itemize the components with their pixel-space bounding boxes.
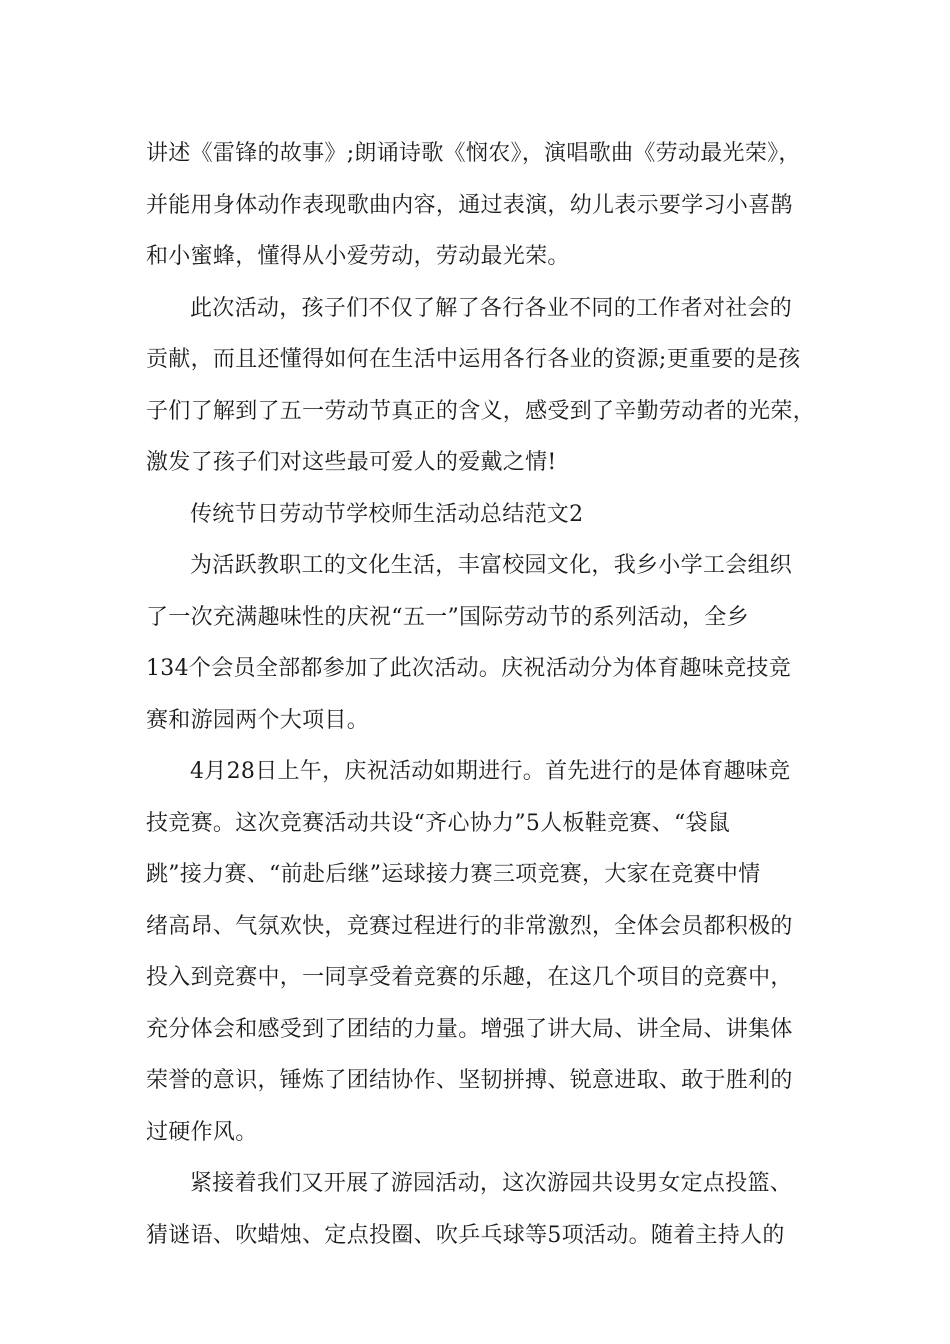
text-line: 和小蜜蜂，懂得从小爱劳动，劳动最光荣。 — [146, 244, 570, 269]
text-line: 赛和游园两个大项目。 — [146, 707, 370, 733]
paragraph — [146, 128, 810, 283]
text-line: 4月28日上午，庆祝活动如期进行。首先进行的是体育趣味竞 — [190, 759, 791, 784]
text-line: 134个会员全部都参加了此次活动。庆祝活动分为体育趣味竞技竞 — [146, 656, 791, 681]
document-body — [146, 128, 816, 1261]
text-line: 传统节日劳动节学校师生活动总结范文2 — [190, 501, 584, 527]
text-line: 子们了解到了五一劳动节真正的含义，感受到了辛勤劳动者的光荣， — [146, 398, 816, 424]
paragraph — [146, 1158, 810, 1261]
text-line: 了一次充满趣味性的庆祝“五一”国际劳动节的系列活动，全乡 — [146, 604, 749, 630]
text-line: 为活跃教职工的文化生活，丰富校园文化，我乡小学工会组织 — [190, 553, 793, 578]
text-line: 并能用身体动作表现歌曲内容，通过表演，幼儿表示要学习小喜鹊 — [146, 192, 793, 218]
text-line: 跳”接力赛、“前赴后继”运球接力赛三项竞赛，大家在竞赛中情 — [146, 862, 761, 887]
paragraph — [146, 489, 810, 541]
paragraph — [146, 746, 810, 1158]
text-line: 猜谜语、吹蜡烛、定点投圈、吹乒乓球等5项活动。随着主持人的 — [146, 1222, 785, 1248]
text-line: 技竞赛。这次竞赛活动共设“齐心协力”5人板鞋竞赛、“袋鼠 — [146, 810, 731, 836]
text-line: 投入到竞赛中，一同享受着竞赛的乐趣，在这几个项目的竞赛中， — [146, 965, 793, 990]
text-line: 荣誉的意识，锤炼了团结协作、坚韧拼搏、锐意进取、敢于胜利的 — [146, 1068, 793, 1093]
paragraph — [146, 540, 810, 746]
text-line: 此次活动，孩子们不仅了解了各行各业不同的工作者对社会的 — [190, 295, 793, 321]
text-line: 绪高昂、气氛欢快，竞赛过程进行的非常激烈，全体会员都积极的 — [146, 913, 793, 939]
text-line: 过硬作风。 — [146, 1119, 258, 1145]
text-line: 贡献，而且还懂得如何在生活中运用各行各业的资源;更重要的是孩 — [146, 347, 801, 372]
text-line: 激发了孩子们对这些最可爱人的爱戴之情! — [146, 450, 557, 475]
text-line: 紧接着我们又开展了游园活动，这次游园共设男女定点投篮、 — [190, 1171, 793, 1196]
text-line: 充分体会和感受到了团结的力量。增强了讲大局、讲全局、讲集体 — [146, 1016, 793, 1042]
paragraph — [146, 283, 816, 489]
text-line: 讲述《雷锋的故事》;朗诵诗歌《悯农》，演唱歌曲《劳动最光荣》， — [146, 141, 801, 166]
